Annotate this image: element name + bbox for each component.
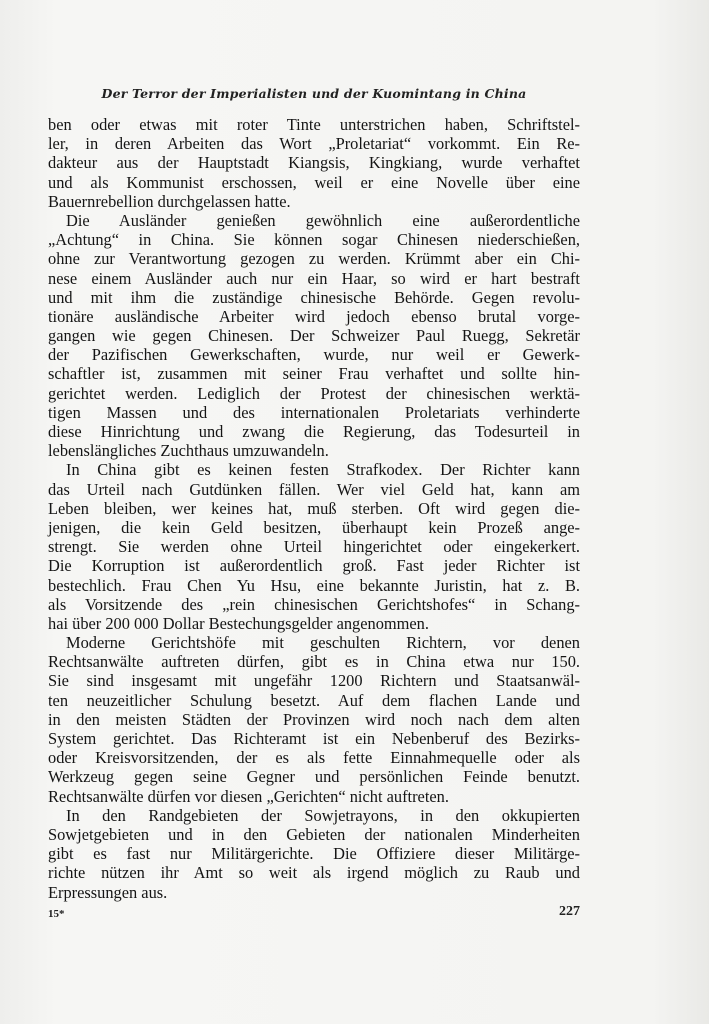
text-line: bestechlich. Frau Chen Yu Hsu, eine bekannte Juristin, hat z. B. (48, 575, 580, 595)
text-line: gibt es fast nur Militärgerichte. Die Offiziere dieser Militärge- (48, 844, 580, 864)
text-line: als Vorsitzende des „rein chinesischen Gerichtshofes“ in Schang- (48, 594, 580, 614)
text-line: oder Kreisvorsitzenden, der es als fette Einnahmequelle oder als (48, 748, 580, 768)
text-line: Leben bleiben, wer keines hat, muß sterben. Oft wird gegen die- (48, 498, 580, 518)
text-line: „Achtung“ in China. Sie können sogar Chinesen niederschießen, (48, 230, 580, 250)
page-number: 227 (559, 904, 580, 919)
text-line: Die Korruption ist außerordentlich groß. Fast jeder Richter ist (48, 556, 580, 576)
text-line: und mit ihm die zuständige chinesische Behörde. Gegen revolu- (48, 287, 580, 307)
signature-mark: 15* (48, 908, 65, 920)
text-line: Sowjetgebieten und in den Gebieten der nationalen Minderheiten (48, 824, 580, 844)
text-line: jenigen, die kein Geld besitzen, überhaupt kein Prozeß ange- (48, 517, 580, 537)
text-line: Rechtsanwälte dürfen vor diesen „Gerichten“ nicht auftreten. (48, 786, 449, 806)
text-line: ohne zur Verantwortung gezogen zu werden. Krümmt aber ein Chi- (48, 249, 580, 269)
text-line: Rechtsanwälte auftreten dürfen, gibt es in China etwa nur 150. (48, 652, 580, 672)
text-line: in den meisten Städten der Provinzen wird noch nach dem alten (48, 709, 580, 729)
text-line: der Pazifischen Gewerkschaften, wurde, nur weil er Gewerk- (48, 345, 580, 365)
text-line: tionäre ausländische Arbeiter wird jedoch ebenso brutal vorge- (48, 306, 580, 326)
text-line: In den Randgebieten der Sowjetrayons, in den okkupierten (66, 805, 580, 825)
text-line: hai über 200 000 Dollar Bestechungsgelder angenommen. (48, 613, 429, 633)
text-line: diese Hinrichtung und zwang die Regierung, das Todesurteil in (48, 422, 580, 441)
text-line: gangen wie gegen Chinesen. Der Schweizer Paul Ruegg, Sekretär (48, 326, 580, 346)
text-line: Bauernrebellion durchgelassen hatte. (48, 191, 291, 211)
text-line: nese einem Ausländer auch nur ein Haar, so wird er hart bestraft (48, 268, 580, 288)
text-line: System gerichtet. Das Richteramt ist ein Nebenberuf des Bezirks- (48, 729, 580, 748)
text-line: ben oder etwas mit roter Tinte unterstrichen haben, Schriftstel- (48, 115, 580, 134)
text-line: Erpressungen aus. (48, 882, 168, 902)
text-line: richte nützen ihr Amt so weit als irgend möglich zu Raub und (48, 863, 580, 883)
text-line: gerichtet werden. Lediglich der Protest der chinesischen werktä- (48, 383, 580, 403)
text-line: Sie sind insgesamt mit ungefähr 1200 Richtern und Staatsanwäl- (48, 671, 580, 691)
text-line: Die Ausländer genießen gewöhnlich eine außerordentliche (66, 210, 580, 230)
text-line: schaftler ist, zusammen mit seiner Frau verhaftet und sollte hin- (48, 364, 580, 384)
text-line: strengt. Sie werden ohne Urteil hingerichtet oder eingekerkert. (48, 537, 580, 557)
text-line: dakteur aus der Hauptstadt Kiangsis, Kingkiang, wurde verhaftet (48, 153, 580, 173)
text-line: Moderne Gerichtshöfe mit geschulten Richtern, vor denen (66, 633, 580, 653)
text-line: lebenslängliches Zuchthaus umzuwandeln. (48, 441, 329, 461)
body-text (48, 115, 580, 902)
text-line: ler, in deren Arbeiten das Wort „Proletariat“ vorkommt. Ein Re- (48, 134, 580, 154)
text-line: In China gibt es keinen festen Strafkodex. Der Richter kann (66, 460, 580, 480)
text-line: ten neuzeitlicher Schulung besetzt. Auf dem flachen Lande und (48, 690, 580, 710)
text-line: das Urteil nach Gutdünken fällen. Wer viel Geld hat, kann am (48, 479, 580, 499)
running-head: Der Terror der Imperialisten und der Kuomintang in China (101, 86, 527, 101)
text-line: tigen Massen und des internationalen Proletariats verhinderte (48, 402, 580, 422)
text-line: und als Kommunist erschossen, weil er eine Novelle über eine (48, 172, 580, 192)
text-line: Werkzeug gegen seine Gegner und persönlichen Feinde benutzt. (48, 767, 580, 787)
